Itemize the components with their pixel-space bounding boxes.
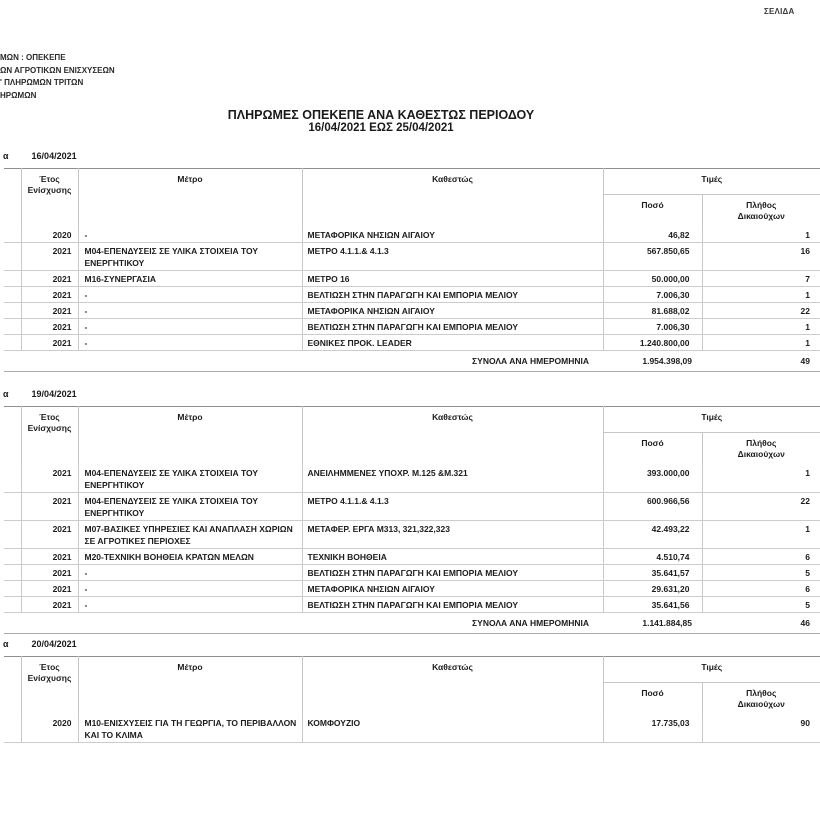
regime-cell: ΕΘΝΙΚΕΣ ΠΡΟΚ. LEADER xyxy=(302,334,603,350)
table-row xyxy=(4,318,820,334)
cut-column-header xyxy=(4,169,21,227)
regime-cell: ΒΕΛΤΙΩΣΗ ΣΤΗΝ ΠΑΡΑΓΩΓΗ ΚΑΙ ΕΜΠΟΡΙΑ ΜΕΛΙΟΥ xyxy=(302,564,603,580)
amount-cell: 4.510,74 xyxy=(603,548,702,564)
amount-cell: 17.735,03 xyxy=(603,715,702,743)
table-row xyxy=(4,270,820,286)
measure-cell: - xyxy=(78,580,302,596)
page-number-label: ΣΕΛΙΔΑ xyxy=(764,7,795,16)
year-cell: 2021 xyxy=(21,596,78,612)
measure-cell: - xyxy=(78,227,302,243)
section-date-label xyxy=(0,639,820,656)
date-label-prefix: α xyxy=(3,639,9,649)
column-group-values: Τιμές xyxy=(603,169,820,195)
section-date: 19/04/2021 xyxy=(31,389,77,399)
year-cell: 2021 xyxy=(21,580,78,596)
measure-cell: Μ20-ΤΕΧΝΙΚΗ ΒΟΗΘΕΙΑ ΚΡΑΤΩΝ ΜΕΛΩΝ xyxy=(78,548,302,564)
letterhead xyxy=(0,52,115,102)
measure-cell: Μ04-ΕΠΕΝΔΥΣΕΙΣ ΣΕ ΥΛΙΚΑ ΣΤΟΙΧΕΙΑ ΤΟΥ ΕΝΕΡΓΗΤΙΚΟΥ xyxy=(78,242,302,270)
regime-cell: ΜΕΤΡΟ 4.1.1.& 4.1.3 xyxy=(302,492,603,520)
amount-cell: 393.000,00 xyxy=(603,465,702,493)
measure-cell: Μ07-ΒΑΣΙΚΕΣ ΥΠΗΡΕΣΙΕΣ ΚΑΙ ΑΝΑΠΛΑΣΗ ΧΩΡΙΩΝ ΣΕ ΑΓΡΟΤΙΚΕΣ ΠΕΡΙΟΧΕΣ xyxy=(78,520,302,548)
amount-cell: 7.006,30 xyxy=(603,318,702,334)
report-period: 16/04/2021 ΕΩΣ 25/04/2021 xyxy=(308,122,454,134)
amount-cell: 35.641,56 xyxy=(603,596,702,612)
section-date: 16/04/2021 xyxy=(31,151,77,161)
regime-cell: ΒΕΛΤΙΩΣΗ ΣΤΗΝ ΠΑΡΑΓΩΓΗ ΚΑΙ ΕΜΠΟΡΙΑ ΜΕΛΙΟΥ xyxy=(302,596,603,612)
table-row xyxy=(4,334,820,350)
year-cell: 2020 xyxy=(21,227,78,243)
column-header-year: Έτος Ενίσχυσης xyxy=(21,407,78,465)
column-header-year: Έτος Ενίσχυσης xyxy=(21,657,78,715)
regime-cell: ΚΟΜΦΟΥΖΙΟ xyxy=(302,715,603,743)
section-date-label xyxy=(0,151,820,168)
payments-table xyxy=(4,406,820,634)
column-header-count: Πλήθος Δικαιούχων xyxy=(737,688,785,709)
amount-cell: 7.006,30 xyxy=(603,286,702,302)
regime-cell: ΜΕΤΑΦΕΡ. ΕΡΓΑ Μ313, 321,322,323 xyxy=(302,520,603,548)
count-cell: 1 xyxy=(702,334,820,350)
totals-row xyxy=(4,350,820,371)
total-count: 49 xyxy=(702,350,820,371)
count-cell: 5 xyxy=(702,596,820,612)
column-header-count: Πλήθος Δικαιούχων xyxy=(737,200,785,221)
measure-cell: - xyxy=(78,302,302,318)
amount-cell: 600.966,56 xyxy=(603,492,702,520)
column-group-values: Τιμές xyxy=(603,407,820,433)
year-cell: 2021 xyxy=(21,520,78,548)
section-date-label xyxy=(0,389,820,406)
table-row xyxy=(4,520,820,548)
year-cell: 2021 xyxy=(21,242,78,270)
year-cell: 2021 xyxy=(21,270,78,286)
totals-label: ΣΥΝΟΛΑ ΑΝΑ ΗΜΕΡΟΜΗΝΙΑ xyxy=(4,350,603,371)
year-cell: 2020 xyxy=(21,715,78,743)
regime-cell: ΜΕΤΑΦΟΡΙΚΑ ΝΗΣΙΩΝ ΑΙΓΑΙΟΥ xyxy=(302,580,603,596)
total-amount: 1.141.884,85 xyxy=(603,612,702,633)
year-cell: 2021 xyxy=(21,548,78,564)
table-row xyxy=(4,564,820,580)
column-header-year: Έτος Ενίσχυσης xyxy=(21,169,78,227)
measure-cell: Μ10-ΕΝΙΣΧΥΣΕΙΣ ΓΙΑ ΤΗ ΓΕΩΡΓΙΑ, ΤΟ ΠΕΡΙΒΑΛΛΟΝ ΚΑΙ ΤΟ ΚΛΙΜΑ xyxy=(78,715,302,743)
amount-cell: 567.850,65 xyxy=(603,242,702,270)
count-cell: 1 xyxy=(702,465,820,493)
table-row xyxy=(4,302,820,318)
table-row xyxy=(4,227,820,243)
count-cell: 6 xyxy=(702,548,820,564)
column-header-amount: Ποσό xyxy=(603,195,702,227)
date-label-prefix: α xyxy=(3,151,9,161)
column-header-measure: Μέτρο xyxy=(78,657,302,715)
section-date: 20/04/2021 xyxy=(31,639,77,649)
letterhead-line: ΜΩΝ : ΟΠΕΚΕΠΕ xyxy=(0,53,66,62)
column-header-amount: Ποσό xyxy=(603,433,702,465)
year-cell: 2021 xyxy=(21,286,78,302)
date-section xyxy=(0,639,820,743)
payments-table xyxy=(4,656,820,743)
column-header-measure: Μέτρο xyxy=(78,169,302,227)
total-amount: 1.954.398,09 xyxy=(603,350,702,371)
measure-cell: Μ04-ΕΠΕΝΔΥΣΕΙΣ ΣΕ ΥΛΙΚΑ ΣΤΟΙΧΕΙΑ ΤΟΥ ΕΝΕΡΓΗΤΙΚΟΥ xyxy=(78,492,302,520)
year-cell: 2021 xyxy=(21,302,78,318)
column-group-values: Τιμές xyxy=(603,657,820,683)
count-cell: 1 xyxy=(702,520,820,548)
cut-column-header xyxy=(4,657,21,715)
count-cell: 90 xyxy=(702,715,820,743)
regime-cell: ΜΕΤΡΟ 4.1.1.& 4.1.3 xyxy=(302,242,603,270)
report-title: ΠΛΗΡΩΜΕΣ ΟΠΕΚΕΠΕ ΑΝΑ ΚΑΘΕΣΤΩΣ ΠΕΡΙΟΔΟΥ xyxy=(227,108,535,122)
regime-cell: ΒΕΛΤΙΩΣΗ ΣΤΗΝ ΠΑΡΑΓΩΓΗ ΚΑΙ ΕΜΠΟΡΙΑ ΜΕΛΙΟΥ xyxy=(302,286,603,302)
column-header-regime: Καθεστώς xyxy=(302,407,603,465)
amount-cell: 1.240.800,00 xyxy=(603,334,702,350)
column-header-measure: Μέτρο xyxy=(78,407,302,465)
year-cell: 2021 xyxy=(21,564,78,580)
table-row xyxy=(4,596,820,612)
amount-cell: 35.641,57 xyxy=(603,564,702,580)
measure-cell: - xyxy=(78,318,302,334)
count-cell: 6 xyxy=(702,580,820,596)
regime-cell: ΜΕΤΑΦΟΡΙΚΑ ΝΗΣΙΩΝ ΑΙΓΑΙΟΥ xyxy=(302,302,603,318)
measure-cell: - xyxy=(78,596,302,612)
table-row xyxy=(4,580,820,596)
measure-cell: - xyxy=(78,334,302,350)
date-section xyxy=(0,151,820,372)
measure-cell: - xyxy=(78,286,302,302)
date-label-prefix: α xyxy=(3,389,9,399)
year-cell: 2021 xyxy=(21,318,78,334)
amount-cell: 29.631,20 xyxy=(603,580,702,596)
letterhead-line: ΩΝ ΑΓΡΟΤΙΚΩΝ ΕΝΙΣΧΥΣΕΩΝ xyxy=(0,65,115,75)
measure-cell: Μ16-ΣΥΝΕΡΓΑΣΙΑ xyxy=(78,270,302,286)
count-cell: 22 xyxy=(702,492,820,520)
column-header-regime: Καθεστώς xyxy=(302,169,603,227)
column-header-regime: Καθεστώς xyxy=(302,657,603,715)
year-cell: 2021 xyxy=(21,465,78,493)
amount-cell: 50.000,00 xyxy=(603,270,702,286)
table-row xyxy=(4,465,820,493)
count-cell: 1 xyxy=(702,227,820,243)
cut-column-header xyxy=(4,407,21,465)
count-cell: 1 xyxy=(702,318,820,334)
year-cell: 2021 xyxy=(21,334,78,350)
amount-cell: 46,82 xyxy=(603,227,702,243)
column-header-count: Πλήθος Δικαιούχων xyxy=(737,438,785,459)
regime-cell: ΜΕΤΡΟ 16 xyxy=(302,270,603,286)
count-cell: 16 xyxy=(702,242,820,270)
regime-cell: ΤΕΧΝΙΚΗ ΒΟΗΘΕΙΑ xyxy=(302,548,603,564)
table-row xyxy=(4,242,820,270)
measure-cell: - xyxy=(78,564,302,580)
year-cell: 2021 xyxy=(21,492,78,520)
totals-label: ΣΥΝΟΛΑ ΑΝΑ ΗΜΕΡΟΜΗΝΙΑ xyxy=(4,612,603,633)
column-header-amount: Ποσό xyxy=(603,683,702,715)
count-cell: 1 xyxy=(702,286,820,302)
table-row xyxy=(4,715,820,743)
regime-cell: ΒΕΛΤΙΩΣΗ ΣΤΗΝ ΠΑΡΑΓΩΓΗ ΚΑΙ ΕΜΠΟΡΙΑ ΜΕΛΙΟΥ xyxy=(302,318,603,334)
table-row xyxy=(4,492,820,520)
letterhead-line: ' ΠΛΗΡΩΜΩΝ ΤΡΙΤΩΝ xyxy=(0,78,84,87)
regime-cell: ΑΝΕΙΛΗΜΜΕΝΕΣ ΥΠΟΧΡ. Μ.125 &Μ.321 xyxy=(302,465,603,493)
date-section xyxy=(0,389,820,634)
measure-cell: Μ04-ΕΠΕΝΔΥΣΕΙΣ ΣΕ ΥΛΙΚΑ ΣΤΟΙΧΕΙΑ ΤΟΥ ΕΝΕΡΓΗΤΙΚΟΥ xyxy=(78,465,302,493)
payments-table xyxy=(4,168,820,372)
table-row xyxy=(4,286,820,302)
letterhead-line: ΗΡΩΜΩΝ xyxy=(0,90,37,100)
amount-cell: 81.688,02 xyxy=(603,302,702,318)
count-cell: 5 xyxy=(702,564,820,580)
count-cell: 7 xyxy=(702,270,820,286)
regime-cell: ΜΕΤΑΦΟΡΙΚΑ ΝΗΣΙΩΝ ΑΙΓΑΙΟΥ xyxy=(302,227,603,243)
amount-cell: 42.493,22 xyxy=(603,520,702,548)
table-row xyxy=(4,548,820,564)
totals-row xyxy=(4,612,820,633)
total-count: 46 xyxy=(702,612,820,633)
count-cell: 22 xyxy=(702,302,820,318)
report-title-block xyxy=(0,108,762,135)
